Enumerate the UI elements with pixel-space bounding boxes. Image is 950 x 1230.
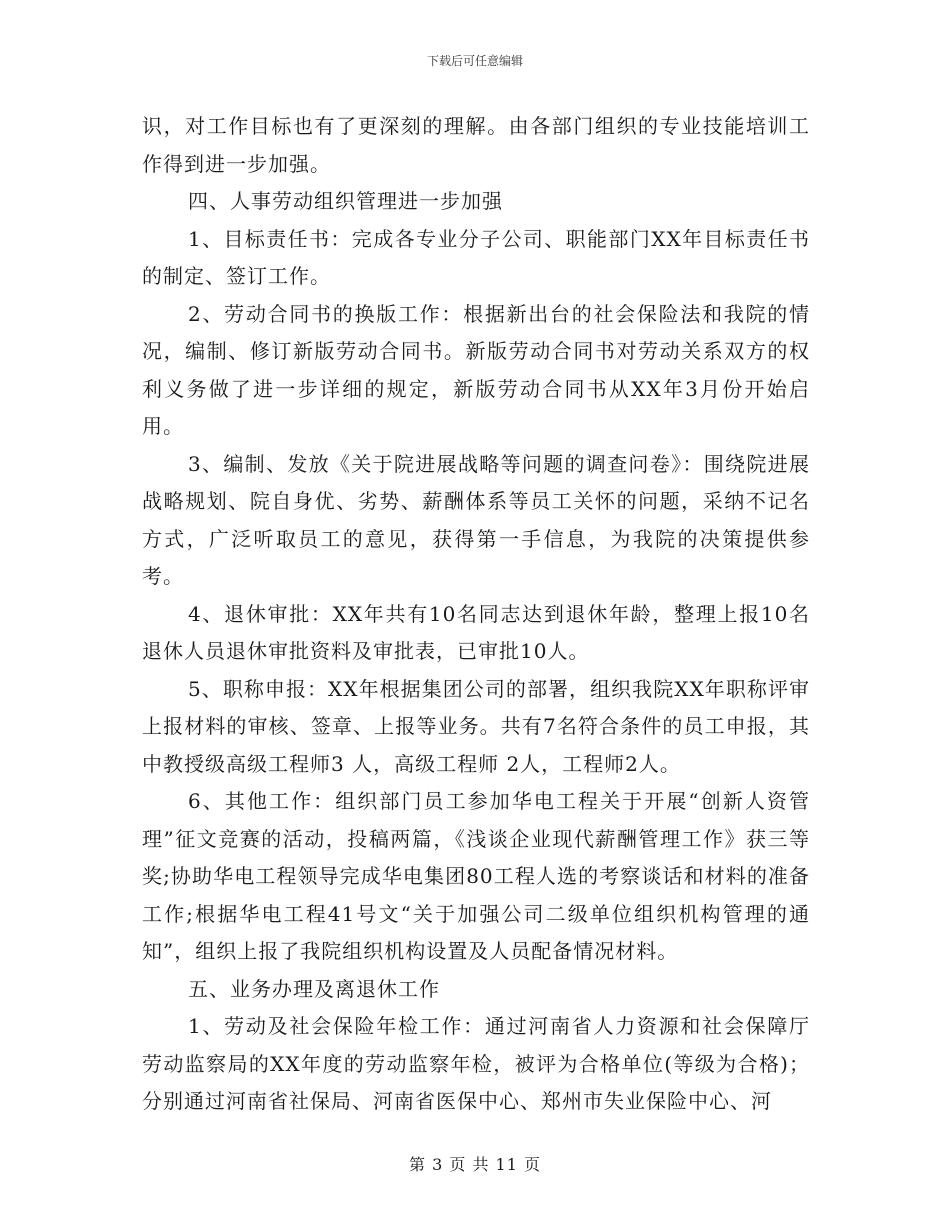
paragraph: 5、职称申报：XX年根据集团公司的部署，组织我院XX年职称评审上报材料的审核、签章、上报等业务。共有7名符合条件的员工申报，其中教授级高级工程师3 人，高级工程师 2人，工程师2人。: [142, 676, 810, 776]
paragraph: 1、目标责任书：完成各专业分子公司、职能部门XX年目标责任书的制定、签订工作。: [142, 226, 810, 288]
section-heading: 五、业务办理及离退休工作: [188, 976, 440, 1001]
paragraph: 3、编制、发放《关于院进展战略等问题的调查问卷》：围绕院进展战略规划、院自身优、劣势、薪酬体系等员工关怀的问题，采纳不记名方式，广泛听取员工的意见，获得第一手信息，为我院的决策提供参考。: [142, 451, 810, 588]
paragraph: 4、退休审批：XX年共有10名同志达到退休年龄，整理上报10名退休人员退休审批资料及审批表，已审批10人。: [142, 601, 810, 663]
paragraph: 2、劳动合同书的换版工作：根据新出台的社会保险法和我院的情况，编制、修订新版劳动合同书。新版劳动合同书对劳动关系双方的权利义务做了进一步详细的规定，新版劳动合同书从XX年3月份开始启用。: [142, 301, 810, 438]
page-footer: 第 3 页 共 11 页: [409, 1155, 541, 1174]
paragraph: 1、劳动及社会保险年检工作：通过河南省人力资源和社会保障厅劳动监察局的XX年度的劳动监察年检，被评为合格单位(等级为合格)；分别通过河南省社保局、河南省医保中心、郑州市失业保险中心、河: [142, 1014, 810, 1113]
paragraph: 识，对工作目标也有了更深刻的理解。由各部门组织的专业技能培训工作得到进一步加强。: [142, 114, 810, 176]
page-header: 下载后可任意编辑: [426, 54, 523, 68]
section-heading: 四、人事劳动组织管理进一步加强: [188, 189, 503, 213]
paragraph: 6、其他工作：组织部门员工参加华电工程关于开展“创新人资管理”征文竞赛的活动，投稿两篇，《浅谈企业现代薪酬管理工作》获三等奖;协助华电工程领导完成华电集团80工程人选的考察谈话和材料的准备工作;根据华电工程41号文“关于加强公司二级单位组织机构管理的通知”，组织上报了我院组织机构设置及人员配备情况材料。: [142, 789, 810, 963]
document-body: [142, 108, 810, 1121]
